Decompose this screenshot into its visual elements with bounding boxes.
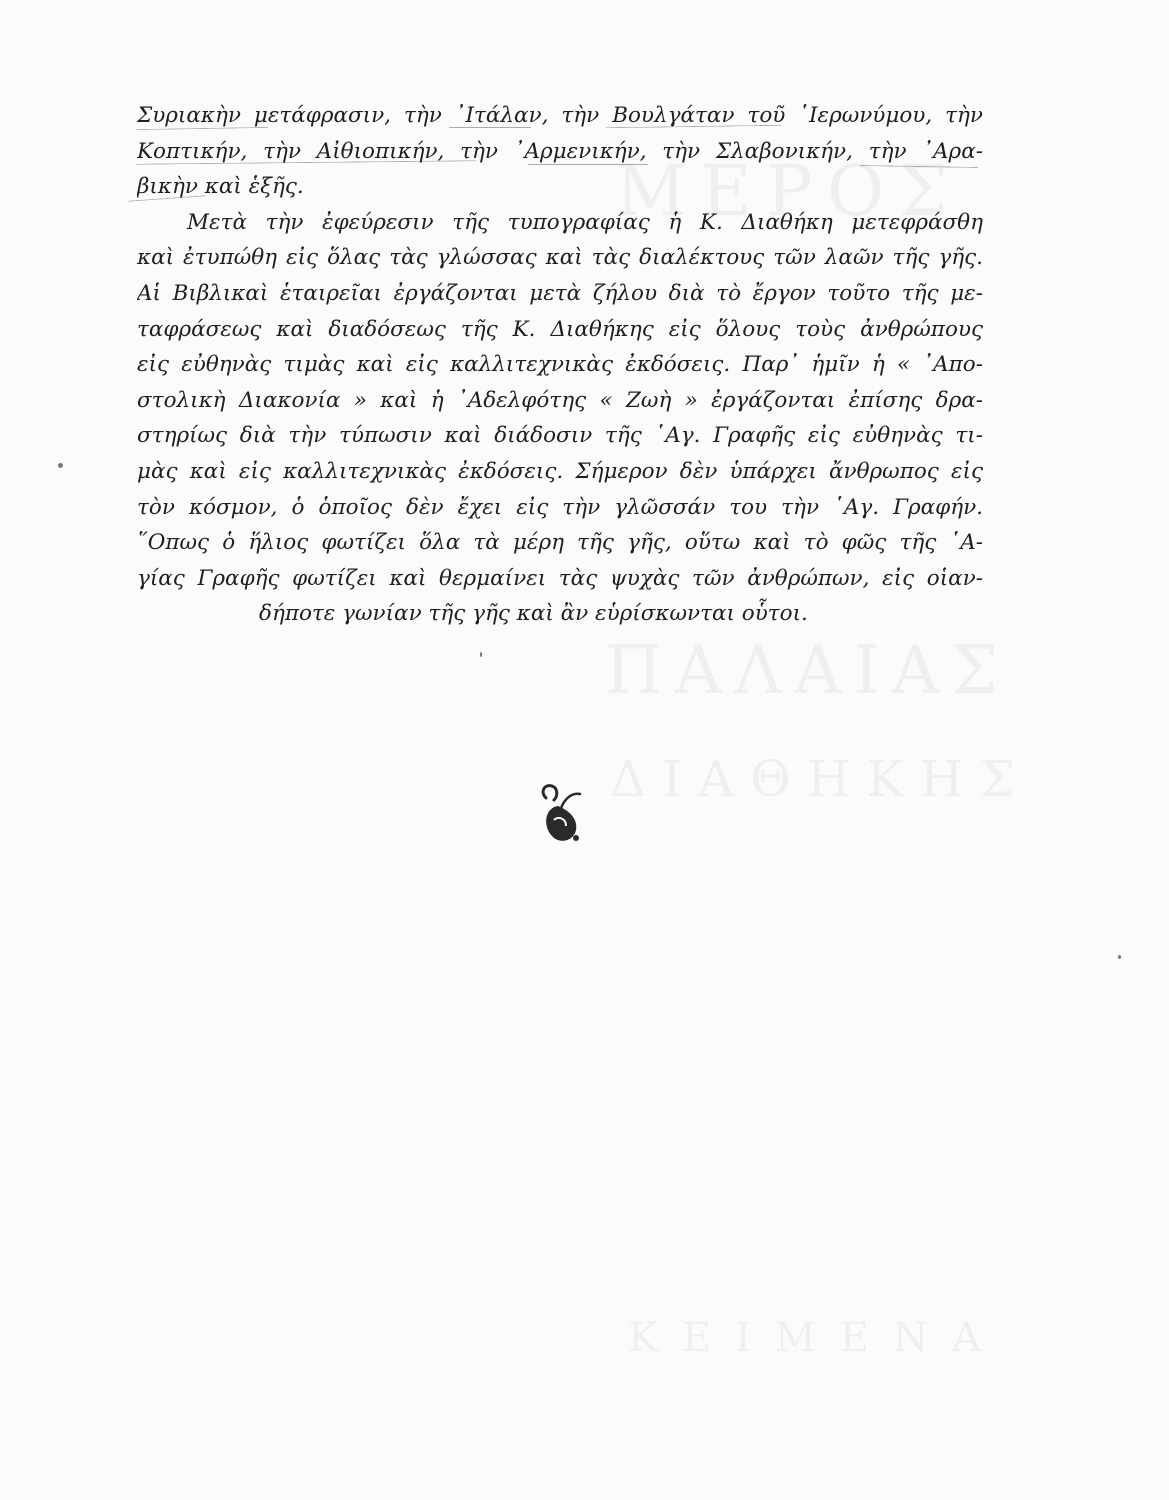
text-line: βικὴν καὶ ἑξῆς.	[137, 174, 304, 200]
text-line: Συριακὴν μετάφρασιν, τὴν ᾽Ιτάλαν, τὴν Βουλγάταν τοῦ ῾Ιερωνύμου, τὴν	[137, 103, 983, 128]
text-line: ῞Οπως ὁ ἥλιος φωτίζει ὅλα τὰ μέρη τῆς γῆς, οὕτω καὶ τὸ φῶς τῆς ῾Α-	[137, 530, 983, 556]
text-line: Αἱ Βιβλικαὶ ἑταιρεῖαι ἐργάζονται μετὰ ζήλου διὰ τὸ ἔργον τοῦτο τῆς με-	[137, 280, 983, 306]
text-line: στηρίως διὰ τὴν τύπωσιν καὶ διάδοσιν τῆς ῾Αγ. Γραφῆς εἰς εὐθηνὰς τι-	[137, 423, 983, 449]
text-line: Μετὰ τὴν ἐφεύρεσιν τῆς τυπογραφίας ἡ Κ. Διαθήκη μετεφράσθη	[187, 209, 983, 235]
show-through-title	[628, 1315, 1005, 1361]
text-line: δήποτε γωνίαν τῆς γῆς καὶ ἂν εὑρίσκωνται οὗτοι.	[259, 601, 808, 627]
body-text	[137, 98, 983, 632]
text-line: εἰς εὐθηνὰς τιμὰς καὶ εἰς καλλιτεχνικὰς ἐκδόσεις. Παρ᾽ ἡμῖν ἡ « ᾽Απο-	[137, 352, 983, 378]
paper-speck	[480, 652, 482, 657]
paragraph	[137, 98, 983, 205]
text-line: στολικὴ Διακονία » καὶ ἡ ᾽Αδελφότης « Ζωὴ » ἐργάζονται ἐπίσης δρα-	[137, 387, 983, 413]
show-through-title	[605, 632, 1010, 709]
text-line: Κοπτικήν, τὴν Αἰθιοπικήν, τὴν ᾽Αρμενικήν, τὴν Σλαβονικήν, τὴν ᾽Αρα-	[137, 138, 983, 164]
text-line: καὶ ἐτυπώθη εἰς ὅλας τὰς γλώσσας καὶ τὰς διαλέκτους τῶν λαῶν τῆς γῆς.	[137, 245, 983, 271]
leaf-ornament-icon	[536, 782, 586, 846]
text-line: ταφράσεως καὶ διαδόσεως τῆς Κ. Διαθήκης εἰς ὅλους τοὺς ἀνθρώπους	[137, 316, 983, 342]
paper-speck	[58, 463, 63, 468]
paper-speck	[1118, 955, 1121, 959]
text-line: μὰς καὶ εἰς καλλιτεχνικὰς ἐκδόσεις. Σήμερον δὲν ὑπάρχει ἄνθρωπος εἰς	[137, 458, 983, 484]
text-line: γίας Γραφῆς φωτίζει καὶ θερμαίνει τὰς ψυχὰς τῶν ἀνθρώπων, εἰς οἱαν-	[137, 565, 983, 591]
paragraph	[137, 205, 983, 632]
text-line: τὸν κόσμον, ὁ ὁποῖος δὲν ἔχει εἰς τὴν γλῶσσάν του τὴν ῾Αγ. Γραφήν.	[137, 494, 983, 520]
show-through-title	[610, 750, 1031, 808]
